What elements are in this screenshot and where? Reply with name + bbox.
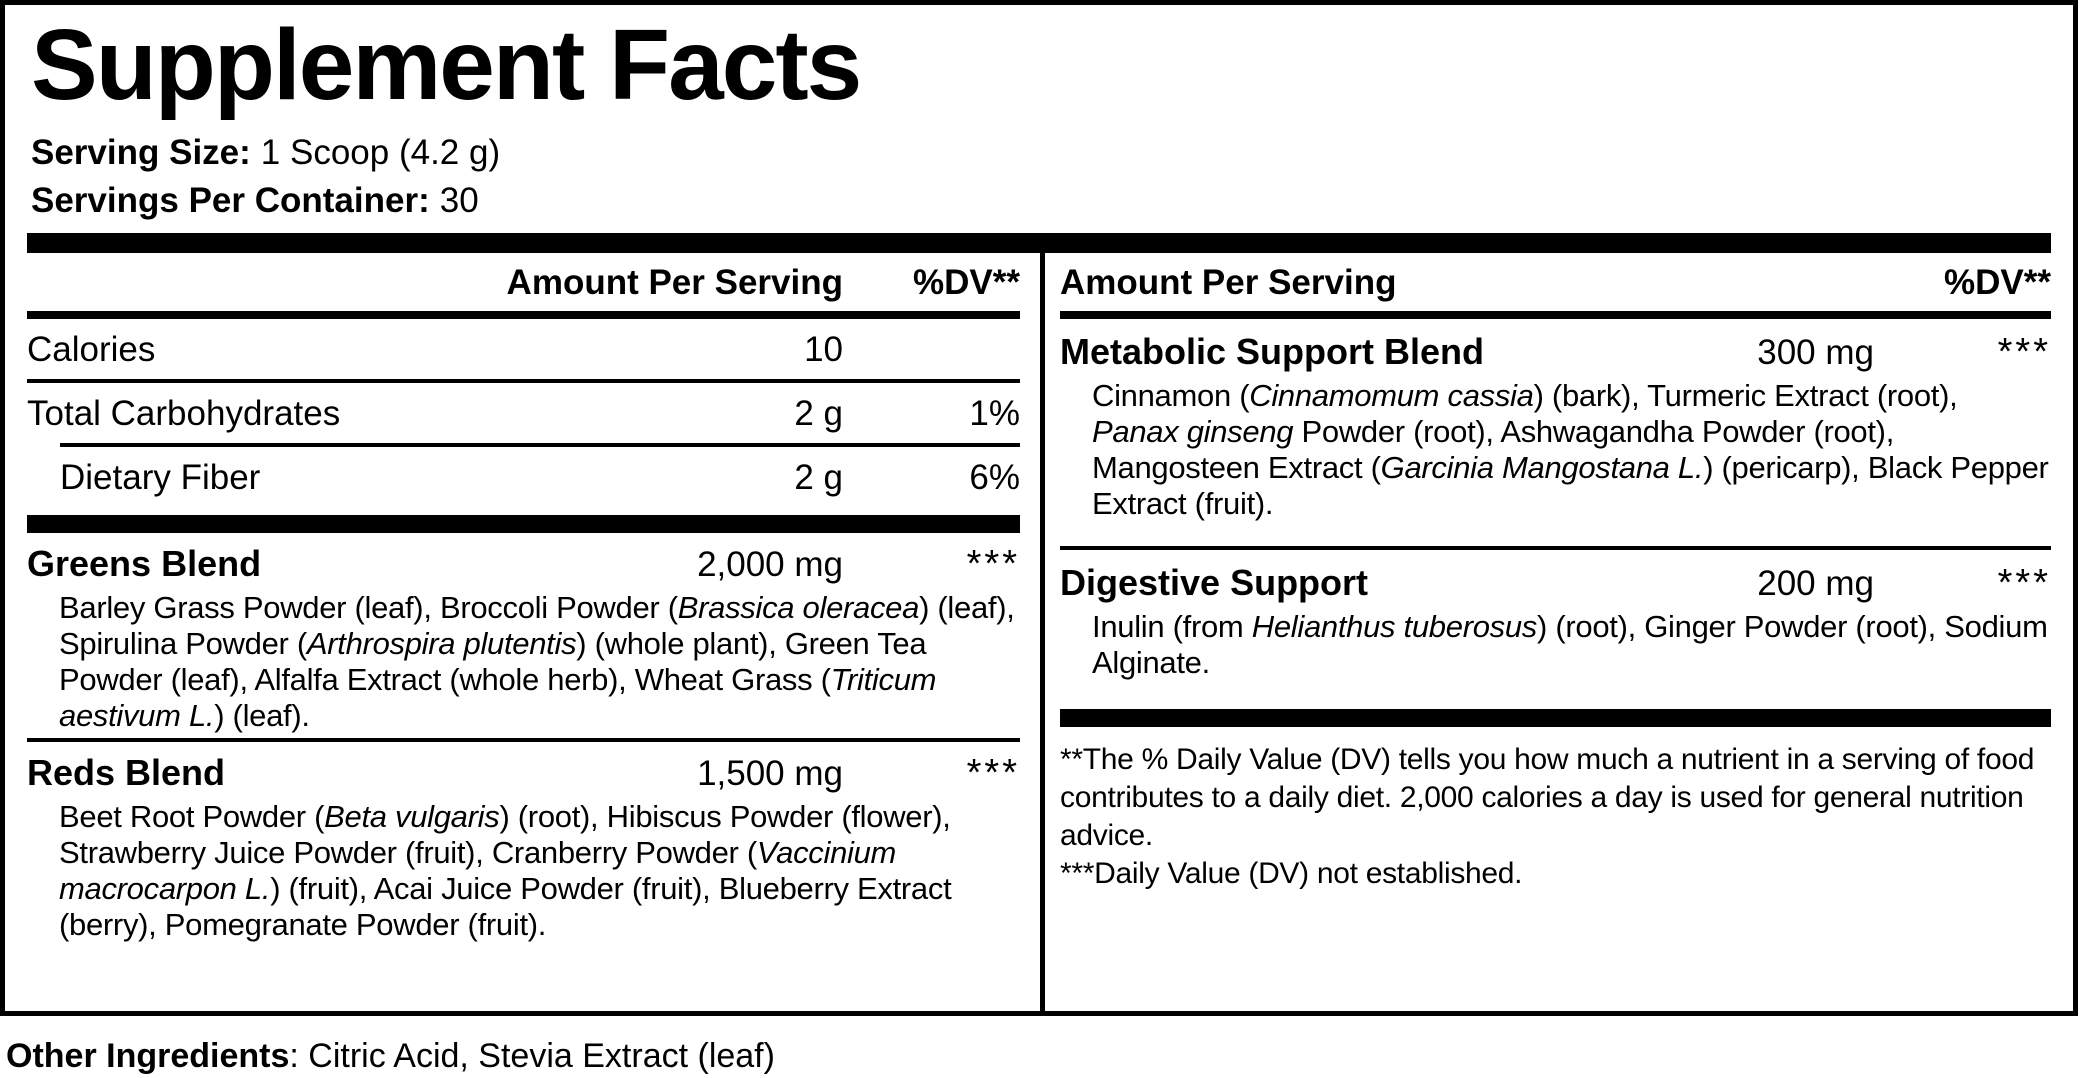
nutrient-amount: 2 g xyxy=(794,458,843,497)
servings-per-container-label: Servings Per Container: xyxy=(31,181,430,220)
nutrient-row-dietary-fiber xyxy=(27,447,1020,507)
footnote-not-established: ***Daily Value (DV) not established. xyxy=(1060,857,1523,890)
blend-ingredients-reds: Beet Root Powder (Beta vulgaris) (root), Hibiscus Powder (flower), Strawberry Juice Powder (fruit), Cranberry Powder (Vaccinium macrocarpon L.) (fruit), Acai Juice Powder (fruit), Blueberry Extract (berry), Pomegranate Powder (fruit). xyxy=(59,799,952,942)
blend-name: Digestive Support xyxy=(1060,562,1369,603)
nutrient-name: Calories xyxy=(27,330,156,369)
blend-ingredients-greens: Barley Grass Powder (leaf), Broccoli Powder (Brassica oleracea) (leaf), Spirulina Powder (Arthrospira plutentis) (whole plant), Green Tea Powder (leaf), Alfalfa Extract (whole herb), Wheat Grass (Triticum aestivum L.) (leaf). xyxy=(59,590,1015,733)
serving-size-line xyxy=(31,129,2051,177)
blend-row-reds xyxy=(27,742,1020,795)
blend-dv-stars: *** xyxy=(966,543,1020,585)
nutrient-row-calories xyxy=(27,319,1020,379)
blend-amount: 300 mg xyxy=(1757,333,1874,372)
blend-row-greens xyxy=(27,533,1020,586)
section-divider-bar xyxy=(27,515,1020,533)
right-column-header-row xyxy=(1060,253,2051,311)
blend-dv-stars: *** xyxy=(966,752,1020,794)
left-header-amount-label: Amount Per Serving xyxy=(506,263,843,302)
left-column-header-row xyxy=(27,253,1020,311)
left-header-dv-label: %DV** xyxy=(913,263,1020,302)
section-divider-bar xyxy=(1060,709,2051,727)
other-ingredients-line xyxy=(6,1034,775,1078)
right-column xyxy=(1060,253,2051,1011)
other-ingredients-label: Other Ingredients xyxy=(6,1037,290,1075)
blend-dv-stars: *** xyxy=(1997,331,2051,373)
footnote-daily-value: **The % Daily Value (DV) tells you how much a nutrient in a serving of food contributes to a daily diet. 2,000 calories a day is used for general nutrition advice. xyxy=(1060,743,2035,852)
right-header-amount-label: Amount Per Serving xyxy=(1060,263,1397,302)
footnotes xyxy=(1060,741,2051,893)
right-header-underline xyxy=(1060,311,2051,319)
page-title: Supplement Facts xyxy=(31,9,861,121)
blend-amount: 1,500 mg xyxy=(697,754,843,793)
blend-amount: 2,000 mg xyxy=(697,545,843,584)
nutrient-row-total-carbohydrates xyxy=(27,383,1020,443)
servings-per-container-value: 30 xyxy=(439,181,479,220)
right-header-dv-label: %DV** xyxy=(1944,263,2051,302)
nutrient-dv: 1% xyxy=(969,394,1020,433)
serving-size-value: 1 Scoop (4.2 g) xyxy=(260,133,501,172)
blend-row-digestive-support xyxy=(1060,550,2051,605)
columns xyxy=(27,253,2051,1011)
servings-per-container-line xyxy=(31,177,2051,225)
nutrient-amount: 10 xyxy=(804,330,843,369)
blend-name: Metabolic Support Blend xyxy=(1060,331,1485,372)
nutrient-name: Dietary Fiber xyxy=(60,458,261,497)
blend-ingredients-metabolic: Cinnamon (Cinnamomum cassia) (bark), Turmeric Extract (root), Panax ginseng Powder (root), Ashwagandha Powder (root), Mangosteen Extract (Garcinia Mangostana L.) (pericarp), Black Pepper Extract (fruit). xyxy=(1092,378,2049,521)
top-divider-bar xyxy=(27,233,2051,253)
nutrient-dv: 6% xyxy=(969,458,1020,497)
column-divider xyxy=(1040,253,1045,1011)
blend-amount: 200 mg xyxy=(1757,564,1874,603)
nutrient-name: Total Carbohydrates xyxy=(27,394,341,433)
left-header-underline xyxy=(27,311,1020,319)
other-ingredients-value: : Citric Acid, Stevia Extract (leaf) xyxy=(289,1037,775,1075)
blend-dv-stars: *** xyxy=(1997,562,2051,604)
blend-ingredients-digestive: Inulin (from Helianthus tuberosus) (root), Ginger Powder (root), Sodium Alginate. xyxy=(1092,609,2048,680)
facts-box-inner xyxy=(5,5,2073,1011)
blend-name: Greens Blend xyxy=(27,543,262,584)
nutrient-amount: 2 g xyxy=(794,394,843,433)
left-column xyxy=(27,253,1020,1011)
blend-name: Reds Blend xyxy=(27,752,226,793)
blend-row-metabolic-support xyxy=(1060,319,2051,374)
serving-size-label: Serving Size: xyxy=(31,133,251,172)
